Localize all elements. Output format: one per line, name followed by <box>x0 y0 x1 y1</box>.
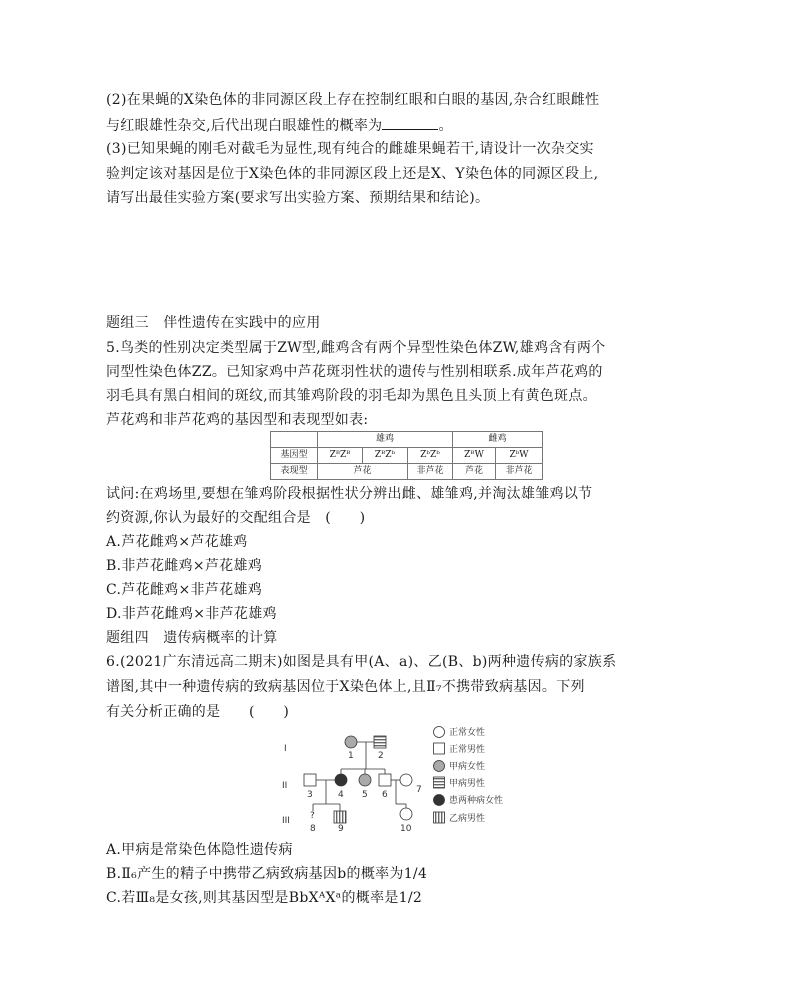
table-cell: ZᵇW <box>496 448 543 464</box>
individual-6 <box>379 774 391 786</box>
group4-heading: 题组四 遗传病概率的计算 <box>106 630 278 646</box>
label-10: 10 <box>400 824 412 834</box>
gen-label-3: III <box>282 816 290 826</box>
table-header-female: 雌鸡 <box>453 432 543 448</box>
q2-line2 <box>106 115 453 136</box>
q5-option-b: B.非芦花雌鸡×芦花雄鸡 <box>106 558 263 574</box>
legend-normal-male-icon <box>434 743 445 754</box>
table-cell: 非芦花 <box>496 464 543 480</box>
q6-line3: 有关分析正确的是 ( ) <box>106 704 290 720</box>
q3-line3: 请写出最佳实验方案(要求写出实验方案、预期结果和结论)。 <box>106 190 490 206</box>
legend-b-male-icon <box>434 812 445 823</box>
table-cell: 芦花 <box>318 464 408 480</box>
individual-7 <box>400 774 412 786</box>
table-row-label-genotype: 基因型 <box>271 448 318 464</box>
gen-label-1: I <box>284 744 287 754</box>
legend-normal-male: 正常男性 <box>449 745 486 755</box>
table-cell: ZᴮZᴮ <box>318 448 363 464</box>
legend-b-male: 乙病男性 <box>449 814 486 824</box>
q5-line1: 5.鸟类的性别决定类型属于ZW型,雌鸡含有两个异型性染色体ZW,雄鸡含有两个 <box>106 340 606 356</box>
gen-label-2: II <box>282 781 288 791</box>
genotype-table <box>270 431 543 480</box>
q5-line5: 试问:在鸡场里,要想在雏鸡阶段根据性状分辨出雌、雄雏鸡,并淘汰雄雏鸡以节 <box>106 486 593 502</box>
table-cell: 芦花 <box>453 464 496 480</box>
individual-3 <box>304 774 316 786</box>
table-corner <box>271 432 318 448</box>
legend-normal-female: 正常女性 <box>449 728 486 738</box>
table-cell: 非芦花 <box>408 464 453 480</box>
legend-a-male: 甲病男性 <box>449 779 486 789</box>
individual-10 <box>400 808 412 820</box>
table-row-label-phenotype: 表现型 <box>271 464 318 480</box>
q3-line2: 验判定该对基因是位于X染色体的非同源区段上还是X、Y染色体的同源区段上, <box>106 166 599 182</box>
q5-option-d: D.非芦花雌鸡×非芦花雄鸡 <box>106 606 277 622</box>
legend-both-female-icon <box>434 795 445 806</box>
table-cell: ZᴮZᵇ <box>363 448 408 464</box>
unknown-sex-mark: ? <box>310 811 315 821</box>
q5-line2: 同型性染色体ZZ。已知家鸡中芦花斑羽性状的遗传与性别相联系.成年芦花鸡的 <box>106 364 603 380</box>
individual-4 <box>335 774 347 786</box>
q6-option-a: A.甲病是常染色体隐性遗传病 <box>106 842 293 858</box>
table-cell: ZᴮW <box>453 448 496 464</box>
pedigree-diagram <box>282 724 522 834</box>
label-2: 2 <box>378 751 384 761</box>
group3-heading: 题组三 伴性遗传在实践中的应用 <box>106 315 321 331</box>
q6-option-c: C.若Ⅲ₈是女孩,则其基因型是BbXᴬXᵃ的概率是1/2 <box>106 890 423 906</box>
q3-line1: (3)已知果蝇的刚毛对截毛为显性,现有纯合的雌雄果蝇若干,请设计一次杂交实 <box>106 141 594 157</box>
q6-line1: 6.(2021广东清远高二期末)如图是具有甲(A、a)、乙(B、b)两种遗传病的家族系 <box>106 654 617 670</box>
label-6: 6 <box>382 790 388 800</box>
label-7: 7 <box>416 785 422 795</box>
label-5: 5 <box>362 790 368 800</box>
individual-2 <box>374 736 386 748</box>
legend-a-male-icon <box>434 777 445 788</box>
table-cell: ZᵇZᵇ <box>408 448 453 464</box>
q2-line1: (2)在果蝇的X染色体的非同源区段上存在控制红眼和白眼的基因,杂合红眼雌性 <box>106 92 600 108</box>
legend-normal-female-icon <box>434 727 445 738</box>
q5-line3: 羽毛具有黑白相间的斑纹,而其雏鸡阶段的羽毛却为黑色且头顶上有黄色斑点。 <box>106 388 597 404</box>
q5-option-a: A.芦花雌鸡×芦花雄鸡 <box>106 534 248 550</box>
label-3: 3 <box>307 790 313 800</box>
q6-line2: 谱图,其中一种遗传病的致病基因位于X染色体上,且Ⅱ₇不携带致病基因。下列 <box>106 679 585 695</box>
legend-a-female-icon <box>434 761 445 772</box>
q2-line2-end: 。 <box>438 118 453 134</box>
q5-line4: 芦花鸡和非芦花鸡的基因型和表现型如表: <box>106 412 369 428</box>
q2-line2-text: 与红眼雄性杂交,后代出现白眼雄性的概率为 <box>106 118 383 134</box>
q5-line6: 约资源,你认为最好的交配组合是 ( ) <box>106 510 366 526</box>
legend-both-female: 患两种病女性 <box>449 796 504 806</box>
individual-1 <box>345 736 357 748</box>
individual-9 <box>334 811 346 823</box>
individual-5 <box>359 774 371 786</box>
q5-option-c: C.芦花雌鸡×非芦花雄鸡 <box>106 582 262 598</box>
q6-option-b: B.Ⅱ₆产生的精子中携带乙病致病基因b的概率为1/4 <box>106 866 428 882</box>
label-4: 4 <box>338 790 344 800</box>
legend-a-female: 甲病女性 <box>449 762 486 772</box>
table-header-male: 雄鸡 <box>318 432 453 448</box>
answer-blank[interactable] <box>382 115 438 130</box>
label-1: 1 <box>348 751 354 761</box>
label-9: 9 <box>338 824 344 834</box>
label-8: 8 <box>310 824 316 834</box>
